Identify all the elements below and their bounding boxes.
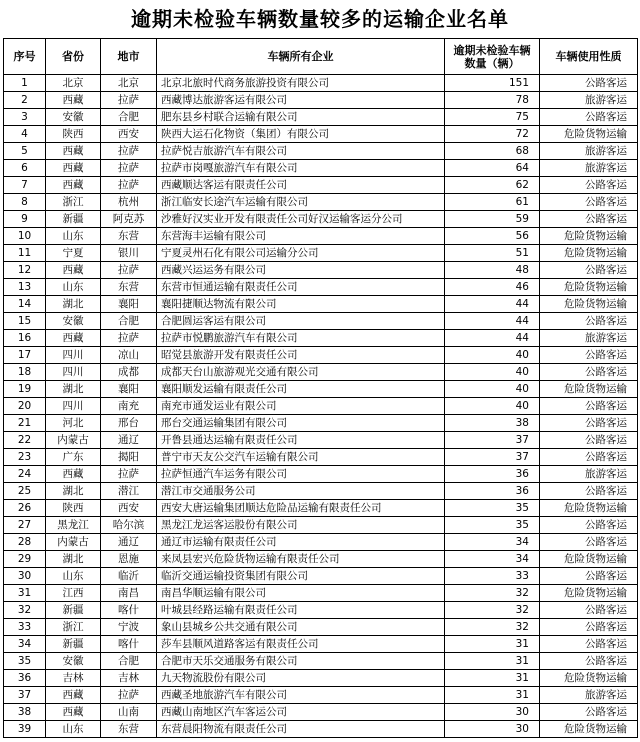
cell-city: 东营 — [101, 279, 157, 296]
cell-seq: 32 — [4, 602, 46, 619]
cell-count: 40 — [445, 347, 540, 364]
cell-city: 银川 — [101, 245, 157, 262]
cell-province: 内蒙古 — [46, 432, 101, 449]
cell-province: 安徽 — [46, 653, 101, 670]
cell-count: 35 — [445, 500, 540, 517]
cell-province: 四川 — [46, 347, 101, 364]
cell-count: 36 — [445, 483, 540, 500]
cell-count: 59 — [445, 211, 540, 228]
cell-seq: 30 — [4, 568, 46, 585]
cell-city: 南昌 — [101, 585, 157, 602]
cell-usage: 公路客运 — [540, 483, 638, 500]
cell-province: 浙江 — [46, 194, 101, 211]
cell-seq: 34 — [4, 636, 46, 653]
table-row — [4, 483, 638, 500]
cell-usage: 危险货物运输 — [540, 551, 638, 568]
cell-city: 拉萨 — [101, 330, 157, 347]
cell-seq: 24 — [4, 466, 46, 483]
cell-seq: 38 — [4, 704, 46, 721]
cell-province: 山东 — [46, 568, 101, 585]
cell-count: 32 — [445, 619, 540, 636]
cell-seq: 14 — [4, 296, 46, 313]
cell-city: 恩施 — [101, 551, 157, 568]
cell-company: 襄阳顺发运输有限责任公司 — [157, 381, 445, 398]
table-row — [4, 585, 638, 602]
cell-company: 北京北旅时代商务旅游投资有限公司 — [157, 75, 445, 92]
table-row — [4, 279, 638, 296]
cell-seq: 29 — [4, 551, 46, 568]
cell-usage: 公路客运 — [540, 415, 638, 432]
cell-province: 西藏 — [46, 330, 101, 347]
table-row — [4, 228, 638, 245]
cell-usage: 旅游客运 — [540, 92, 638, 109]
cell-province: 浙江 — [46, 619, 101, 636]
cell-seq: 23 — [4, 449, 46, 466]
cell-seq: 15 — [4, 313, 46, 330]
cell-company: 潜江市交通服务公司 — [157, 483, 445, 500]
cell-company: 临沂交通运输投资集团有限公司 — [157, 568, 445, 585]
table-row — [4, 262, 638, 279]
cell-province: 新疆 — [46, 602, 101, 619]
cell-province: 山东 — [46, 228, 101, 245]
table-row — [4, 177, 638, 194]
cell-usage: 公路客运 — [540, 449, 638, 466]
cell-province: 西藏 — [46, 687, 101, 704]
cell-company: 来凤县宏兴危险货物运输有限责任公司 — [157, 551, 445, 568]
header-seq: 序号 — [4, 39, 46, 75]
cell-seq: 18 — [4, 364, 46, 381]
header-province: 省份 — [46, 39, 101, 75]
table-row — [4, 211, 638, 228]
cell-province: 内蒙古 — [46, 534, 101, 551]
cell-city: 襄阳 — [101, 381, 157, 398]
cell-count: 33 — [445, 568, 540, 585]
table-row — [4, 534, 638, 551]
cell-seq: 4 — [4, 126, 46, 143]
cell-province: 山东 — [46, 279, 101, 296]
cell-count: 72 — [445, 126, 540, 143]
cell-seq: 7 — [4, 177, 46, 194]
cell-usage: 危险货物运输 — [540, 245, 638, 262]
cell-city: 拉萨 — [101, 687, 157, 704]
page-title: 逾期未检验车辆数量较多的运输企业名单 — [131, 7, 509, 31]
cell-province: 西藏 — [46, 160, 101, 177]
cell-city: 东营 — [101, 721, 157, 738]
cell-company: 沙雅好汉实业开发有限责任公司好汉运输客运分公司 — [157, 211, 445, 228]
cell-usage: 公路客运 — [540, 211, 638, 228]
cell-company: 象山县城乡公共交通有限公司 — [157, 619, 445, 636]
cell-usage: 危险货物运输 — [540, 670, 638, 687]
cell-seq: 19 — [4, 381, 46, 398]
cell-company: 东营海丰运输有限公司 — [157, 228, 445, 245]
cell-province: 安徽 — [46, 109, 101, 126]
cell-usage: 公路客运 — [540, 653, 638, 670]
cell-company: 南昌华顺运输有限公司 — [157, 585, 445, 602]
table-row — [4, 92, 638, 109]
cell-seq: 9 — [4, 211, 46, 228]
cell-count: 51 — [445, 245, 540, 262]
cell-count: 31 — [445, 653, 540, 670]
cell-company: 莎车县顺风道路客运有限责任公司 — [157, 636, 445, 653]
cell-company: 拉萨恒通汽车运务有限公司 — [157, 466, 445, 483]
cell-usage: 公路客运 — [540, 398, 638, 415]
cell-city: 东营 — [101, 228, 157, 245]
cell-usage: 公路客运 — [540, 177, 638, 194]
cell-usage: 旅游客运 — [540, 160, 638, 177]
cell-usage: 旅游客运 — [540, 466, 638, 483]
cell-usage: 危险货物运输 — [540, 500, 638, 517]
cell-count: 78 — [445, 92, 540, 109]
cell-count: 75 — [445, 109, 540, 126]
cell-province: 江西 — [46, 585, 101, 602]
cell-seq: 28 — [4, 534, 46, 551]
cell-company: 昭觉县旅游开发有限责任公司 — [157, 347, 445, 364]
cell-province: 宁夏 — [46, 245, 101, 262]
cell-company: 肥东县乡村联合运输有限公司 — [157, 109, 445, 126]
table-row — [4, 364, 638, 381]
cell-city: 潜江 — [101, 483, 157, 500]
cell-seq: 5 — [4, 143, 46, 160]
cell-usage: 公路客运 — [540, 517, 638, 534]
cell-count: 30 — [445, 721, 540, 738]
cell-city: 凉山 — [101, 347, 157, 364]
cell-count: 30 — [445, 704, 540, 721]
cell-usage: 旅游客运 — [540, 330, 638, 347]
cell-count: 46 — [445, 279, 540, 296]
cell-city: 喀什 — [101, 636, 157, 653]
cell-usage: 公路客运 — [540, 619, 638, 636]
cell-usage: 公路客运 — [540, 75, 638, 92]
cell-usage: 公路客运 — [540, 602, 638, 619]
cell-city: 吉林 — [101, 670, 157, 687]
cell-company: 合肥市天乐交通服务有限公司 — [157, 653, 445, 670]
table-row — [4, 143, 638, 160]
cell-seq: 20 — [4, 398, 46, 415]
cell-company: 拉萨市岗嘎旅游汽车有限公司 — [157, 160, 445, 177]
cell-province: 湖北 — [46, 296, 101, 313]
table-row — [4, 398, 638, 415]
cell-province: 四川 — [46, 398, 101, 415]
cell-count: 64 — [445, 160, 540, 177]
cell-seq: 22 — [4, 432, 46, 449]
cell-city: 拉萨 — [101, 92, 157, 109]
cell-city: 南充 — [101, 398, 157, 415]
cell-count: 34 — [445, 534, 540, 551]
cell-company: 通辽市运输有限责任公司 — [157, 534, 445, 551]
cell-province: 北京 — [46, 75, 101, 92]
cell-city: 临沂 — [101, 568, 157, 585]
cell-count: 48 — [445, 262, 540, 279]
table-row — [4, 602, 638, 619]
cell-province: 湖北 — [46, 381, 101, 398]
cell-seq: 13 — [4, 279, 46, 296]
cell-company: 东营市恒通运输有限责任公司 — [157, 279, 445, 296]
cell-count: 31 — [445, 670, 540, 687]
header-count-line1: 逾期未检验车辆 — [453, 43, 531, 57]
cell-seq: 12 — [4, 262, 46, 279]
cell-city: 杭州 — [101, 194, 157, 211]
cell-seq: 3 — [4, 109, 46, 126]
cell-seq: 31 — [4, 585, 46, 602]
table-row — [4, 653, 638, 670]
cell-seq: 10 — [4, 228, 46, 245]
cell-city: 阿克苏 — [101, 211, 157, 228]
table-row — [4, 449, 638, 466]
table-row — [4, 721, 638, 738]
cell-seq: 39 — [4, 721, 46, 738]
cell-count: 56 — [445, 228, 540, 245]
cell-seq: 2 — [4, 92, 46, 109]
cell-city: 喀什 — [101, 602, 157, 619]
table-row — [4, 432, 638, 449]
table-row — [4, 245, 638, 262]
cell-seq: 16 — [4, 330, 46, 347]
cell-count: 40 — [445, 381, 540, 398]
table-body — [4, 75, 638, 738]
cell-city: 宁波 — [101, 619, 157, 636]
table-row — [4, 636, 638, 653]
cell-city: 拉萨 — [101, 160, 157, 177]
cell-province: 吉林 — [46, 670, 101, 687]
cell-usage: 危险货物运输 — [540, 585, 638, 602]
cell-company: 西藏兴运运务有限公司 — [157, 262, 445, 279]
cell-city: 合肥 — [101, 313, 157, 330]
cell-seq: 21 — [4, 415, 46, 432]
cell-province: 西藏 — [46, 143, 101, 160]
cell-count: 31 — [445, 687, 540, 704]
cell-city: 揭阳 — [101, 449, 157, 466]
cell-count: 62 — [445, 177, 540, 194]
cell-province: 新疆 — [46, 211, 101, 228]
cell-province: 新疆 — [46, 636, 101, 653]
cell-usage: 危险货物运输 — [540, 296, 638, 313]
cell-usage: 危险货物运输 — [540, 228, 638, 245]
header-count — [445, 39, 540, 75]
cell-city: 合肥 — [101, 653, 157, 670]
cell-count: 61 — [445, 194, 540, 211]
cell-usage: 公路客运 — [540, 262, 638, 279]
cell-company: 陕西大运石化物资（集团）有限公司 — [157, 126, 445, 143]
table-row — [4, 160, 638, 177]
cell-count: 40 — [445, 364, 540, 381]
cell-usage: 公路客运 — [540, 347, 638, 364]
cell-province: 陕西 — [46, 500, 101, 517]
cell-city: 成都 — [101, 364, 157, 381]
cell-company: 邢台交通运输集团有限公司 — [157, 415, 445, 432]
table-row — [4, 75, 638, 92]
cell-company: 成都天台山旅游观光交通有限公司 — [157, 364, 445, 381]
cell-company: 浙江临安长途汽车运输有限公司 — [157, 194, 445, 211]
cell-city: 邢台 — [101, 415, 157, 432]
cell-seq: 37 — [4, 687, 46, 704]
cell-seq: 36 — [4, 670, 46, 687]
cell-usage: 公路客运 — [540, 109, 638, 126]
cell-city: 哈尔滨 — [101, 517, 157, 534]
cell-city: 通辽 — [101, 432, 157, 449]
cell-province: 河北 — [46, 415, 101, 432]
cell-company: 西藏顺达客运有限责任公司 — [157, 177, 445, 194]
cell-count: 36 — [445, 466, 540, 483]
cell-company: 宁夏灵州石化有限公司运输分公司 — [157, 245, 445, 262]
cell-seq: 25 — [4, 483, 46, 500]
cell-seq: 35 — [4, 653, 46, 670]
cell-company: 叶城县经路运输有限责任公司 — [157, 602, 445, 619]
cell-province: 西藏 — [46, 177, 101, 194]
table-row — [4, 313, 638, 330]
cell-company: 西藏山南地区汽车客运公司 — [157, 704, 445, 721]
cell-city: 拉萨 — [101, 466, 157, 483]
cell-seq: 17 — [4, 347, 46, 364]
cell-province: 广东 — [46, 449, 101, 466]
cell-usage: 旅游客运 — [540, 687, 638, 704]
cell-province: 四川 — [46, 364, 101, 381]
cell-province: 西藏 — [46, 466, 101, 483]
cell-province: 湖北 — [46, 483, 101, 500]
cell-city: 西安 — [101, 500, 157, 517]
cell-province: 黑龙江 — [46, 517, 101, 534]
cell-usage: 公路客运 — [540, 432, 638, 449]
header-city: 地市 — [101, 39, 157, 75]
table-row — [4, 517, 638, 534]
table-row — [4, 381, 638, 398]
cell-company: 南充市通发运业有限公司 — [157, 398, 445, 415]
cell-company: 普宁市天友公交汽车运输有限公司 — [157, 449, 445, 466]
cell-seq: 1 — [4, 75, 46, 92]
cell-city: 通辽 — [101, 534, 157, 551]
table-row — [4, 296, 638, 313]
cell-seq: 26 — [4, 500, 46, 517]
table-row — [4, 500, 638, 517]
table-row — [4, 347, 638, 364]
cell-province: 西藏 — [46, 262, 101, 279]
table-row — [4, 109, 638, 126]
table-row — [4, 330, 638, 347]
cell-company: 西藏圣地旅游汽车有限公司 — [157, 687, 445, 704]
cell-count: 44 — [445, 330, 540, 347]
cell-company: 九天物流股份有限公司 — [157, 670, 445, 687]
cell-count: 151 — [445, 75, 540, 92]
cell-usage: 公路客运 — [540, 704, 638, 721]
cell-usage: 公路客运 — [540, 313, 638, 330]
cell-province: 陕西 — [46, 126, 101, 143]
cell-seq: 33 — [4, 619, 46, 636]
cell-province: 山东 — [46, 721, 101, 738]
cell-count: 34 — [445, 551, 540, 568]
cell-count: 44 — [445, 313, 540, 330]
cell-usage: 危险货物运输 — [540, 279, 638, 296]
cell-count: 35 — [445, 517, 540, 534]
cell-usage: 公路客运 — [540, 568, 638, 585]
cell-seq: 11 — [4, 245, 46, 262]
cell-company: 西安大唐运输集团顺达危险品运输有限责任公司 — [157, 500, 445, 517]
cell-city: 北京 — [101, 75, 157, 92]
table-row — [4, 670, 638, 687]
cell-city: 西安 — [101, 126, 157, 143]
cell-company: 黑龙江龙运客运股份有限公司 — [157, 517, 445, 534]
cell-usage: 公路客运 — [540, 364, 638, 381]
cell-usage: 危险货物运输 — [540, 721, 638, 738]
cell-usage: 旅游客运 — [540, 143, 638, 160]
cell-count: 37 — [445, 449, 540, 466]
cell-province: 西藏 — [46, 92, 101, 109]
cell-province: 西藏 — [46, 704, 101, 721]
header-usage: 车辆使用性质 — [540, 39, 638, 75]
cell-province: 安徽 — [46, 313, 101, 330]
cell-count: 31 — [445, 636, 540, 653]
cell-city: 拉萨 — [101, 262, 157, 279]
header-count-line2: 数量（辆） — [464, 56, 520, 70]
cell-count: 32 — [445, 585, 540, 602]
company-table — [3, 38, 638, 738]
table-row — [4, 568, 638, 585]
cell-province: 湖北 — [46, 551, 101, 568]
header-company: 车辆所有企业 — [157, 39, 445, 75]
cell-usage: 危险货物运输 — [540, 126, 638, 143]
cell-city: 襄阳 — [101, 296, 157, 313]
cell-usage: 危险货物运输 — [540, 381, 638, 398]
table-header-row — [4, 39, 638, 75]
cell-seq: 27 — [4, 517, 46, 534]
table-row — [4, 551, 638, 568]
cell-company: 西藏博达旅游客运有限公司 — [157, 92, 445, 109]
table-row — [4, 126, 638, 143]
table-row — [4, 619, 638, 636]
cell-city: 合肥 — [101, 109, 157, 126]
cell-count: 32 — [445, 602, 540, 619]
cell-count: 37 — [445, 432, 540, 449]
cell-company: 合肥圆运客运有限公司 — [157, 313, 445, 330]
cell-company: 东营晨阳物流有限责任公司 — [157, 721, 445, 738]
cell-seq: 8 — [4, 194, 46, 211]
cell-city: 拉萨 — [101, 177, 157, 194]
cell-count: 38 — [445, 415, 540, 432]
cell-count: 68 — [445, 143, 540, 160]
cell-company: 拉萨悦吉旅游汽车有限公司 — [157, 143, 445, 160]
cell-count: 40 — [445, 398, 540, 415]
cell-city: 山南 — [101, 704, 157, 721]
table-row — [4, 466, 638, 483]
table-row — [4, 415, 638, 432]
cell-count: 44 — [445, 296, 540, 313]
cell-company: 开鲁县通达运输有限责任公司 — [157, 432, 445, 449]
cell-company: 襄阳捷顺达物流有限公司 — [157, 296, 445, 313]
cell-city: 拉萨 — [101, 143, 157, 160]
cell-company: 拉萨市悦鹏旅游汽车有限公司 — [157, 330, 445, 347]
table-row — [4, 687, 638, 704]
cell-usage: 公路客运 — [540, 636, 638, 653]
cell-usage: 公路客运 — [540, 534, 638, 551]
cell-seq: 6 — [4, 160, 46, 177]
table-row — [4, 194, 638, 211]
cell-usage: 公路客运 — [540, 194, 638, 211]
table-row — [4, 704, 638, 721]
